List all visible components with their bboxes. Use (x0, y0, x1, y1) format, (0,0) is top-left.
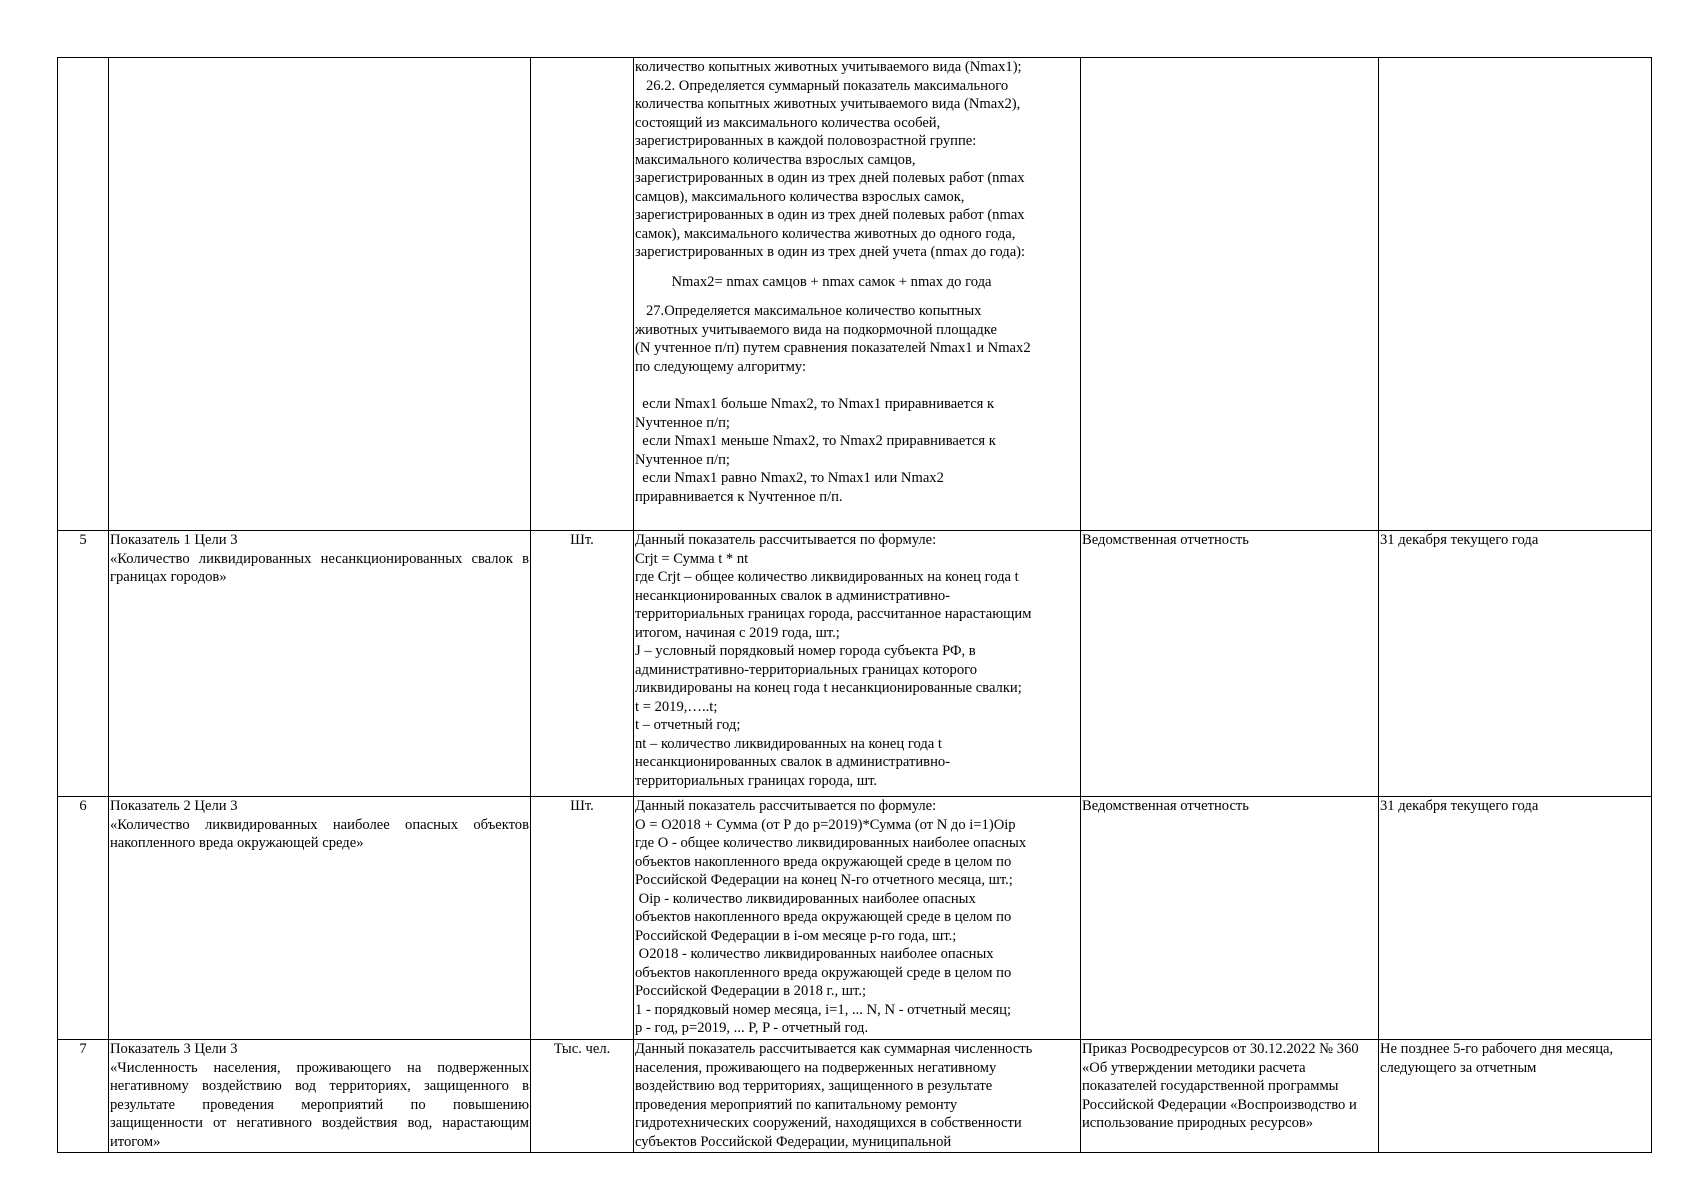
indicator-name: «Численность населения, проживающего на подверженных негативному воздействию вод территориях, защищенного в результате проведения мероприятий по повышению защищенности от негативного воздействия вод, нарастающим итогом» (110, 1059, 529, 1150)
indicator-name: «Количество ликвидированных несанкционированных свалок в границах городов» (110, 550, 529, 585)
method-line: объектов накопленного вреда окружающей среде в целом по (635, 964, 1012, 981)
method-line: Данный показатель рассчитывается по формуле: (635, 532, 937, 548)
method-line: зарегистрированных в один из трех дней полевых работ (nmax (635, 207, 1025, 223)
deadline-cell: 31 декабря текущего года (1379, 797, 1652, 1040)
method-line: Российской Федерации в i-ом месяце p-го года, шт.; (635, 927, 957, 944)
unit-cell (531, 58, 634, 531)
method-line: самцов), максимального количества взрослых самок, (635, 188, 965, 205)
method-text (635, 395, 1079, 506)
method-line: по следующему алгоритму: (635, 358, 807, 375)
method-line: Данный показатель рассчитывается как суммарная численность (635, 1041, 1033, 1057)
method-line: где O - общее количество ликвидированных наиболее опасных (635, 835, 1027, 851)
method-line: состоящий из максимального количества особей, (635, 114, 941, 131)
source-cell: Приказ Росводресурсов от 30.12.2022 № 360 «Об утверждении методики расчета показателей государственной программы Российской Федерации «Воспроизводство и использование природных ресурсов» (1081, 1040, 1379, 1153)
indicator-title: Показатель 1 Цели 3 (110, 532, 238, 548)
source-cell: Ведомственная отчетность (1081, 797, 1379, 1040)
method-line: 26.2. Определяется суммарный показатель максимального (635, 77, 1009, 94)
source-cell: Ведомственная отчетность (1081, 531, 1379, 797)
method-cell (634, 797, 1081, 1040)
table-row (58, 797, 1652, 1040)
method-text (635, 1040, 1079, 1151)
method-line: итогом, начиная с 2019 года, шт.; (635, 624, 840, 641)
method-line: Nучтенное п/п; (635, 451, 730, 468)
method-line: O = O2018 + Сумма (от P до p=2019)*Сумма (от N до i=1)Oip (635, 816, 1016, 833)
method-line: Nучтенное п/п; (635, 414, 730, 431)
method-line: ликвидированы на конец года t несанкционированные свалки; (635, 680, 1022, 696)
row-number (58, 58, 109, 531)
source-cell (1081, 58, 1379, 531)
method-line: если Nmax1 больше Nmax2, то Nmax1 приравнивается к (635, 396, 995, 412)
method-text (635, 58, 1079, 262)
method-line: O2018 - количество ликвидированных наиболее опасных (635, 946, 994, 962)
method-line: если Nmax1 равно Nmax2, то Nmax1 или Nmax2 (635, 470, 944, 486)
row-number: 6 (58, 797, 109, 1040)
method-formula: Nmax2= nmax самцов + nmax самок + nmax до года (635, 273, 992, 290)
method-line: p - год, p=2019, ... P, P - отчетный год. (635, 1020, 869, 1036)
method-line: несанкционированных свалок в административно- (635, 587, 951, 604)
method-line: Российской Федерации на конец N-го отчетного месяца, шт.; (635, 872, 1013, 888)
indicator-name: «Количество ликвидированных наиболее опасных объектов накопленного вреда окружающей среде» (110, 816, 529, 851)
method-line: проведения мероприятий по капитальному ремонту (635, 1096, 958, 1113)
indicator-cell (109, 58, 531, 531)
method-line: субъектов Российской Федерации, муниципальной (635, 1133, 952, 1150)
method-line: Данный показатель рассчитывается по формуле: (635, 798, 937, 814)
method-line: t = 2019,…..t; (635, 698, 718, 715)
indicator-cell (109, 531, 531, 797)
unit-cell: Шт. (531, 797, 634, 1040)
unit-cell: Шт. (531, 531, 634, 797)
table-row (58, 58, 1652, 531)
method-line: воздействию вод территориях, защищенного в результате (635, 1078, 993, 1094)
method-line: Oip - количество ликвидированных наиболее опасных (635, 890, 976, 907)
method-line: 27.Определяется максимальное количество копытных (635, 303, 982, 319)
indicator-title: Показатель 3 Цели 3 (110, 1041, 238, 1057)
method-line: приравнивается к Nучтенное п/п. (635, 488, 843, 505)
method-line: несанкционированных свалок в административно- (635, 754, 951, 770)
method-line: t – отчетный год; (635, 717, 741, 733)
method-line: Российской Федерации в 2018 г., шт.; (635, 983, 867, 999)
method-line: Crjt = Сумма t * nt (635, 550, 749, 567)
method-cell (634, 531, 1081, 797)
indicator-cell (109, 1040, 531, 1153)
method-line: животных учитываемого вида на подкормочной площадке (635, 321, 997, 338)
method-line: объектов накопленного вреда окружающей среде в целом по (635, 909, 1012, 925)
method-line: территориальных границах города, рассчитанное нарастающим (635, 606, 1032, 622)
method-line: количества копытных животных учитываемого вида (Nmax2), (635, 96, 1021, 112)
method-line: самок), максимального количества животных до одного года, (635, 225, 1016, 242)
method-line: 1 - порядковый номер месяца, i=1, ... N, N - отчетный месяц; (635, 1001, 1012, 1018)
method-line: административно-территориальных границах которого (635, 661, 978, 678)
method-line: где Crjt – общее количество ликвидированных на конец года t (635, 569, 1019, 585)
method-line: количество копытных животных учитываемого вида (Nmax1); (635, 59, 1022, 75)
method-line: (N учтенное п/п) путем сравнения показателей Nmax1 и Nmax2 (635, 340, 1031, 356)
method-line: зарегистрированных в каждой половозрастной группе: (635, 133, 977, 149)
row-number: 7 (58, 1040, 109, 1153)
indicators-table (57, 57, 1652, 1153)
method-cell (634, 1040, 1081, 1153)
method-line: максимального количества взрослых самцов, (635, 151, 916, 168)
method-line: гидротехнических сооружений, находящихся в собственности (635, 1115, 1022, 1131)
indicator-cell (109, 797, 531, 1040)
method-line: если Nmax1 меньше Nmax2, то Nmax2 приравнивается к (635, 433, 996, 449)
method-line: объектов накопленного вреда окружающей среде в целом по (635, 853, 1012, 870)
row-number: 5 (58, 531, 109, 797)
unit-cell: Тыс. чел. (531, 1040, 634, 1153)
method-line: nt – количество ликвидированных на конец года t (635, 735, 942, 752)
method-line: J – условный порядковый номер города субъекта РФ, в (635, 643, 976, 659)
deadline-cell: 31 декабря текущего года (1379, 531, 1652, 797)
method-line: зарегистрированных в один из трех дней полевых работ (nmax (635, 170, 1025, 186)
method-text (635, 797, 1079, 1038)
deadline-cell (1379, 58, 1652, 531)
method-text (635, 302, 1079, 376)
method-line: зарегистрированных в один из трех дней учета (nmax до года): (635, 244, 1026, 260)
table-row (58, 531, 1652, 797)
method-line: территориальных границах города, шт. (635, 772, 878, 789)
method-cell (634, 58, 1081, 531)
deadline-cell: Не позднее 5-го рабочего дня месяца, следующего за отчетным (1379, 1040, 1652, 1153)
table-row (58, 1040, 1652, 1153)
method-line: населения, проживающего на подверженных негативному (635, 1059, 997, 1076)
indicator-title: Показатель 2 Цели 3 (110, 798, 238, 814)
method-text (635, 531, 1079, 790)
